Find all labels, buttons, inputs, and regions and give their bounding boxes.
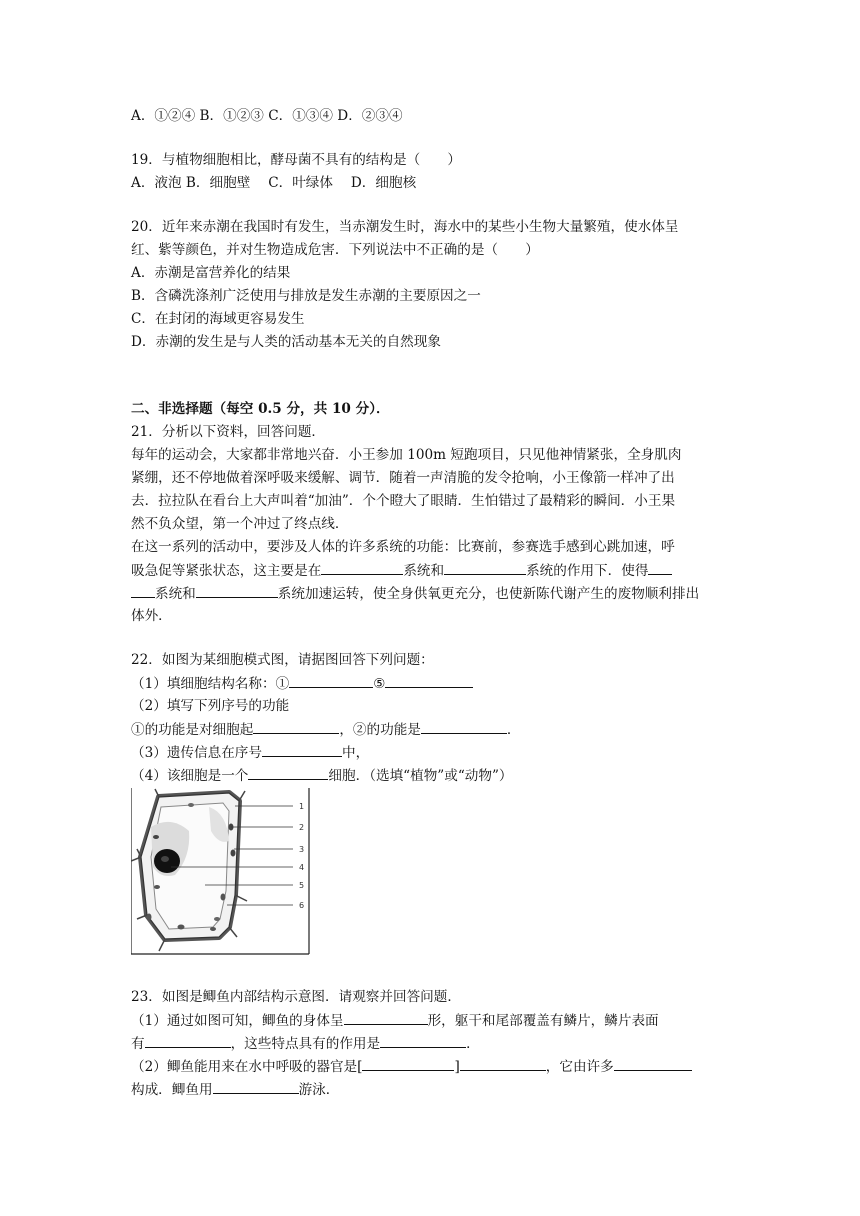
text: （2）鲫鱼能用来在水中呼吸的器官是[ (131, 1059, 363, 1075)
text: ①的功能是对细胞起 (131, 722, 254, 738)
answer-blank[interactable] (321, 560, 403, 575)
q22-sub3 (131, 742, 369, 763)
answer-blank[interactable] (648, 560, 672, 575)
answer-blank[interactable] (444, 560, 526, 575)
q23-sub1-line1 (131, 1010, 659, 1031)
answer-blank[interactable] (380, 1033, 466, 1048)
q19-options: A．液泡 B．细胞壁 C．叶绿体 D．细胞核 (131, 175, 417, 191)
cell-label-2: 2 (299, 823, 305, 832)
q23-stem: 23．如图是鲫鱼内部结构示意图．请观察并回答问题． (131, 989, 461, 1005)
answer-blank[interactable] (385, 673, 473, 688)
q21-stem: 21．分析以下资料，回答问题． (131, 424, 326, 440)
answer-blank[interactable] (253, 719, 339, 734)
q23-sub2-line1 (131, 1056, 692, 1077)
q23-sub1-line2 (131, 1033, 480, 1054)
text: （4）该细胞是一个 (131, 768, 249, 784)
section-2-title: 二、非选择题（每空 0.5 分，共 10 分）． (131, 401, 390, 417)
circled-number: ① (275, 676, 290, 692)
q21-passage-line2: 紧绷，还不停地做着深呼吸来缓解、调节．随着一声清脆的发令抢响，小王像箭一样冲了出 (131, 470, 675, 486)
q19-stem: 19．与植物细胞相比，酵母菌不具有的结构是（ ） (131, 152, 461, 168)
text: 细胞．（选填“植物”或“动物”） (328, 768, 513, 784)
text: ． (506, 722, 521, 738)
q20-option-b: B．含磷洗涤剂广泛使用与排放是发生赤潮的主要原因之一 (131, 288, 481, 304)
q22-sub4 (131, 765, 513, 786)
text: 游泳． (298, 1082, 340, 1098)
text: 吸急促等紧张状态，这主要是在 (131, 563, 322, 579)
q21-question-line2 (131, 560, 672, 581)
q23-sub2-line2 (131, 1079, 339, 1100)
q20-option-a: A．赤潮是富营养化的结果 (131, 265, 291, 281)
q20-stem-line1: 20．近年来赤潮在我国时有发生，当赤潮发生时，海水中的某些小生物大量繁殖，使水体呈 (131, 219, 679, 235)
text: 系统和 (155, 586, 196, 602)
text: 系统加速运转，使全身供氧更充分，也使新陈代谢产生的废物顺利排出 (277, 586, 700, 602)
answer-blank[interactable] (344, 1010, 428, 1025)
cell-diagram-svg (131, 787, 311, 955)
text: 系统的作用下．使得 (526, 563, 649, 579)
answer-blank[interactable] (145, 1033, 231, 1048)
text: 中， (342, 745, 370, 761)
q21-passage-line1: 每年的运动会，大家都非常地兴奋．小王参加 100m 短跑项目，只见他神情紧张，全身肌肉 (131, 447, 682, 463)
text: ． (466, 1036, 480, 1052)
text: ，它由许多 (545, 1059, 614, 1075)
text: （1）填细胞结构名称： (131, 676, 276, 692)
q20-option-d: D．赤潮的发生是与人类的活动基本无关的自然现象 (131, 334, 441, 350)
answer-blank[interactable] (196, 583, 278, 598)
answer-blank[interactable] (248, 765, 328, 780)
answer-blank[interactable] (131, 583, 155, 598)
cell-label-5: 5 (299, 881, 305, 890)
cell-label-3: 3 (299, 845, 305, 854)
answer-blank[interactable] (421, 719, 507, 734)
q20-option-c: C．在封闭的海域更容易发生 (131, 311, 305, 327)
q21-question-line3 (131, 583, 699, 604)
cell-label-1: 1 (299, 802, 305, 811)
text: 构成．鲫鱼用 (131, 1082, 213, 1098)
cell-label-4: 4 (299, 863, 305, 872)
text: （3）遗传信息在序号 (131, 745, 262, 761)
answer-blank[interactable] (289, 673, 373, 688)
q21-question-line1: 在这一系列的活动中，要涉及人体的许多系统的功能：比赛前，参赛选手感到心跳加速，呼 (131, 539, 675, 555)
text: 形，躯干和尾部覆盖有鳞片，鳞片表面 (427, 1013, 659, 1029)
text: ] (454, 1059, 460, 1075)
answer-blank[interactable] (262, 742, 342, 757)
q21-passage-line3: 去．拉拉队在看台上大声叫着“加油”．个个瞪大了眼睛．生怕错过了最精彩的瞬间．小王果 (131, 493, 676, 509)
q22-stem: 22．如图为某细胞模式图，请据图回答下列问题： (131, 652, 434, 668)
cell-diagram (131, 787, 311, 955)
text: ，这些特点具有的作用是 (230, 1036, 381, 1052)
q20-stem-line2: 红、紫等颜色，并对生物造成危害．下列说法中不正确的是（ ） (131, 242, 539, 258)
cell-label-6: 6 (299, 901, 305, 910)
answer-blank[interactable] (614, 1056, 692, 1071)
text: （1）通过如图可知，鲫鱼的身体呈 (131, 1013, 344, 1029)
answer-blank[interactable] (213, 1079, 299, 1094)
q22-sub2-line (131, 719, 521, 740)
q18-options: A．①②④ B．①②③ C．①③④ D．②③④ (131, 108, 403, 124)
text: 有 (131, 1036, 145, 1052)
q21-question-line4: 体外． (131, 608, 172, 624)
q22-sub1 (131, 673, 473, 694)
text: 系统和 (403, 563, 445, 579)
q21-passage-line4: 然不负众望，第一个冲过了终点线． (131, 516, 349, 532)
answer-blank[interactable] (460, 1056, 546, 1071)
q22-sub2: （2）填写下列序号的功能 (131, 698, 290, 714)
answer-blank[interactable] (362, 1056, 454, 1071)
circled-number: ⑤ (373, 676, 386, 692)
text: ，②的功能是 (339, 722, 421, 738)
